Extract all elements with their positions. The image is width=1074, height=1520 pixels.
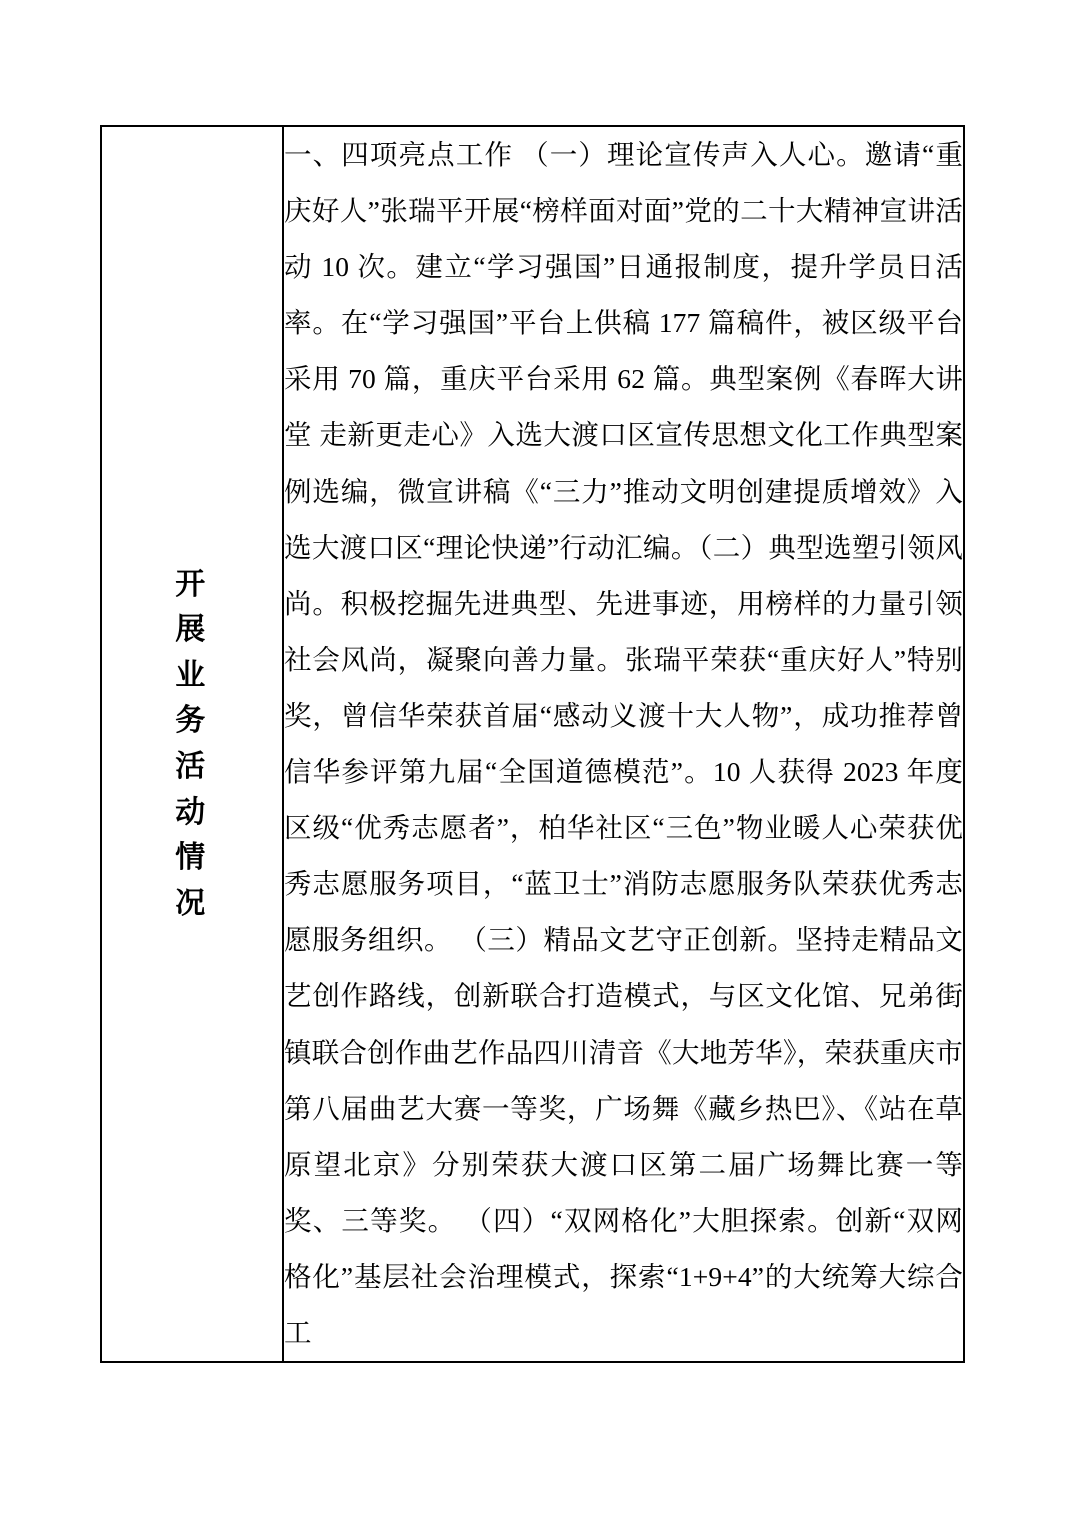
row-content-cell — [283, 126, 964, 1362]
row-content-text: 一、四项亮点工作 （一）理论宣传声入人心。邀请“重庆好人”张瑞平开展“榜样面对面”党的二十大精神宣讲活动 10 次。建立“学习强国”日通报制度，提升学员日活率。在“学习强国”平台上供稿 177 篇稿件，被区级平台采用 70 篇，重庆平台采用 62 篇。典型案例《春晖大讲堂 走新更走心》入选大渡口区宣传思想文化工作典型案例选编，微宣讲稿《“三力”推动文明创建提质增效》入选大渡口区“理论快递”行动汇编。（二）典型选塑引领风尚。积极挖掘先进典型、先进事迹，用榜样的力量引领社会风尚，凝聚向善力量。张瑞平荣获“重庆好人”特别奖，曾信华荣获首届“感动义渡十大人物”，成功推荐曾信华参评第九届“全国道德模范”。10 人获得 2023 年度区级“优秀志愿者”，柏华社区“三色”物业暖人心荣获优秀志愿服务项目，“蓝卫士”消防志愿服务队荣获优秀志愿服务组织。 （三）精品文艺守正创新。坚持走精品文艺创作路线，创新联合打造模式，与区文化馆、兄弟街镇联合创作曲艺作品四川清音《大地芳华》，荣获重庆市第八届曲艺大赛一等奖，广场舞《藏乡热巴》、《站在草原望北京》分别荣获大渡口区第二届广场舞比赛一等奖、三等奖。 （四）“双网格化”大胆探索。创新“双网格化”基层社会治理模式，探索“1+9+4”的大统筹大综合工 — [284, 139, 963, 1348]
table-body — [101, 126, 964, 1362]
report-table — [100, 125, 965, 1363]
table-row — [101, 126, 964, 1362]
row-label-cell — [101, 126, 283, 1362]
row-label-text: 开展业务活动情况 — [175, 567, 209, 920]
